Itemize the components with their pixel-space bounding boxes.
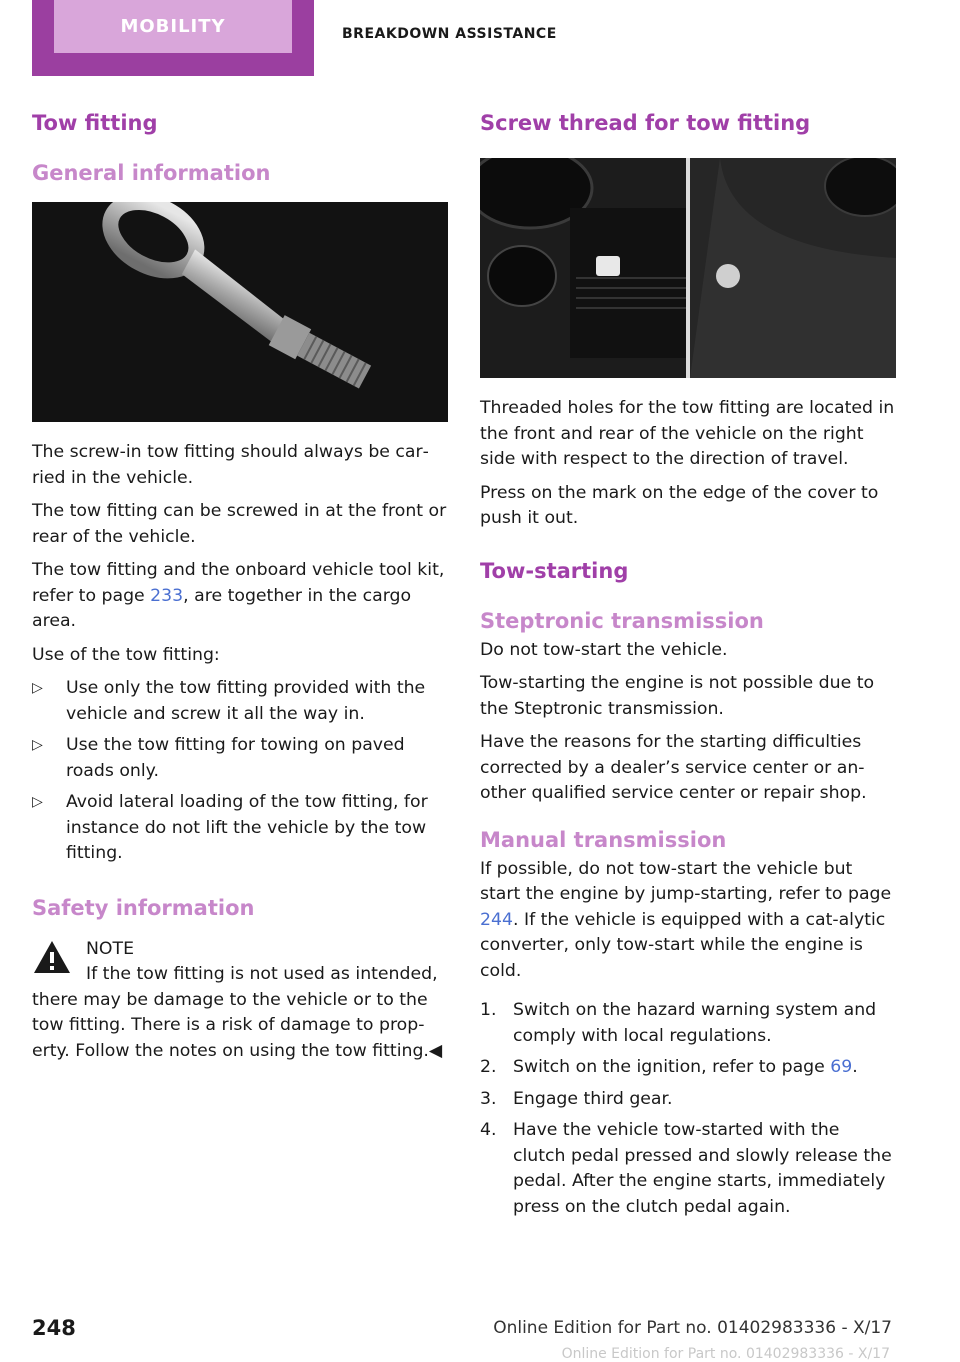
list-item bbox=[32, 733, 448, 784]
step-number: 4. bbox=[480, 1120, 497, 1140]
paragraph-screw-position: The tow fitting can be screwed in at the front or rear of the vehicle. bbox=[32, 501, 447, 547]
paragraph-location bbox=[32, 558, 448, 635]
note-box bbox=[32, 937, 448, 1065]
heading-general-information: General information bbox=[32, 161, 271, 185]
warning-icon bbox=[32, 937, 72, 977]
section-tab-label: MOBILITY bbox=[54, 0, 292, 53]
tow-start-steps bbox=[480, 998, 896, 1220]
paragraph-have-reasons: Have the reasons for the starting difficulties corrected by a dealer’s service center or an‐other qualified service center or repair shop. bbox=[480, 732, 867, 803]
step-number: 2. bbox=[480, 1057, 497, 1077]
watermark: Online Edition for Part no. 01402983336 - X/17 bbox=[561, 1346, 890, 1362]
list-item-text: Use the tow fitting for towing on paved roads only. bbox=[66, 735, 405, 781]
list-item bbox=[32, 676, 448, 727]
step-item bbox=[480, 1087, 896, 1113]
note-title: NOTE bbox=[86, 938, 135, 959]
step-item bbox=[480, 998, 896, 1049]
page-link-244[interactable]: 244 bbox=[480, 909, 513, 930]
heading-manual-transmission: Manual transmission bbox=[480, 827, 727, 852]
note-text-rest: there may be damage to the vehicle or to the tow fitting. There is a risk of damage to prop‐erty. Follow the notes on using the tow fitting. bbox=[32, 989, 429, 1061]
paragraph-location-text-2: , are together in the cargo area. bbox=[32, 585, 412, 631]
page-link-69[interactable]: 69 bbox=[830, 1057, 853, 1077]
page-link-233[interactable]: 233 bbox=[150, 585, 184, 606]
page-number: 248 bbox=[32, 1316, 76, 1340]
step-text: Switch on the hazard warning system and comply with local regulations. bbox=[513, 1000, 877, 1046]
step-text-end: . bbox=[852, 1057, 858, 1077]
paragraph-jump-start-text-1: If possible, do not tow-start the vehicle but start the engine by jump-starting, refer to page bbox=[480, 858, 892, 904]
right-column bbox=[480, 108, 896, 1226]
subsection-title: BREAKDOWN ASSISTANCE bbox=[342, 26, 557, 42]
tow-fitting-image bbox=[32, 202, 448, 422]
triangle-bullet-icon: ▷ bbox=[32, 737, 43, 753]
paragraph-press-mark: Press on the mark on the edge of the cover to push it out. bbox=[480, 482, 879, 528]
heading-steptronic: Steptronic transmission bbox=[480, 608, 764, 633]
section-tab bbox=[32, 0, 314, 76]
paragraph-no-tow-start: Do not tow-start the vehicle. bbox=[480, 639, 728, 660]
step-text: Have the vehicle tow-started with the clutch pedal pressed and slowly release the pedal. After the engine starts, immediately press on the clutch pedal again. bbox=[513, 1120, 892, 1217]
list-item bbox=[32, 790, 448, 867]
heading-safety-information: Safety information bbox=[32, 895, 255, 920]
step-item bbox=[480, 1055, 896, 1081]
step-number: 1. bbox=[480, 1000, 497, 1020]
paragraph-jump-start-text-2: . If the vehicle is equipped with a cat‐alytic converter, only tow-start while the engine is cold. bbox=[480, 909, 886, 981]
heading-screw-thread: Screw thread for tow fitting bbox=[480, 111, 811, 135]
paragraph-threaded-holes: Threaded holes for the tow fitting are located in the front and rear of the vehicle on the right side with respect to the direction of travel. bbox=[480, 398, 895, 469]
paragraph-location-text-1: The tow fitting and the onboard vehicle tool kit, refer to page bbox=[32, 560, 445, 606]
paragraph-not-possible: Tow-starting the engine is not possible due to the Steptronic transmission. bbox=[480, 673, 875, 719]
end-mark-icon: ◀ bbox=[428, 1040, 443, 1061]
note-text bbox=[32, 988, 448, 1065]
heading-tow-starting: Tow-starting bbox=[480, 558, 629, 583]
left-column bbox=[32, 108, 448, 1064]
usage-list bbox=[32, 676, 448, 867]
paragraph-carry: The screw-in tow fitting should always be car‐ried in the vehicle. bbox=[32, 442, 429, 488]
edition-footer: Online Edition for Part no. 01402983336 - X/17 bbox=[493, 1318, 892, 1338]
paragraph-jump-start bbox=[480, 857, 896, 985]
triangle-bullet-icon: ▷ bbox=[32, 680, 43, 696]
list-item-text: Use only the tow fitting provided with the vehicle and screw it all the way in. bbox=[66, 678, 426, 724]
paragraph-use-intro: Use of the tow fitting: bbox=[32, 644, 220, 665]
step-text: Switch on the ignition, refer to page bbox=[513, 1057, 831, 1077]
step-number: 3. bbox=[480, 1088, 497, 1109]
heading-tow-fitting: Tow fitting bbox=[32, 111, 158, 135]
list-item-text: Avoid lateral loading of the tow fitting, for instance do not lift the vehicle by the tow fitting. bbox=[66, 792, 428, 863]
note-text-first: If the tow fitting is not used as intended, bbox=[86, 964, 438, 984]
triangle-bullet-icon: ▷ bbox=[32, 794, 43, 810]
step-item bbox=[480, 1118, 896, 1220]
screw-thread-image bbox=[480, 158, 896, 378]
step-text: Engage third gear. bbox=[513, 1088, 673, 1109]
